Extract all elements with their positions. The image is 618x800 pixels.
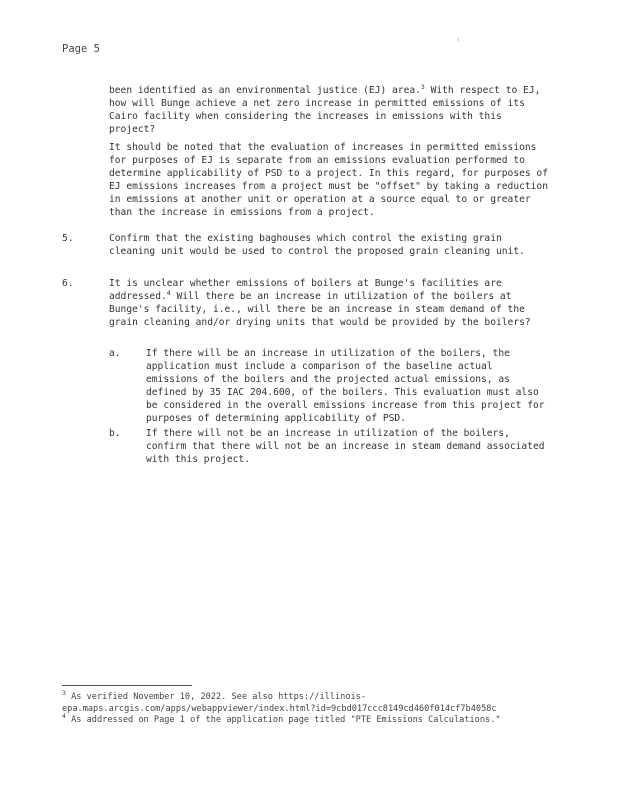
footnote-4-text: As addressed on Page 1 of the application page titled "PTE Emissions Calculations.": [71, 715, 501, 725]
intro-paragraph-2: [109, 141, 549, 219]
scan-mark: [458, 38, 459, 41]
item-5-number: 5.: [62, 233, 74, 244]
item-5-paragraph: [109, 232, 549, 258]
subitem-b-paragraph: [146, 427, 548, 466]
subitem-b-text: If there will not be an increase in utilization of the boilers, confirm that there will not be an increase in steam demand associated with this project.: [146, 428, 545, 465]
item-6-number: 6.: [62, 278, 74, 289]
footnote-4-mark: 4: [62, 712, 66, 721]
intro-paragraph-1: [109, 84, 549, 136]
intro-paragraph-2-text: It should be noted that the evaluation of increases in permitted emissions for purposes of EJ is separate from an emissions evaluation performed to determine applicability of PSD to a project. In this regard, for purposes of EJ emissions increases from a project must be "offset" by taking a reduction in emissions at another unit or operation at a source equal to or greater than the increase in emissions from a project.: [109, 142, 548, 218]
subitem-b-letter: b.: [109, 428, 121, 439]
footnote-ref-3: 3: [420, 82, 425, 91]
footnote-3-text: As verified November 10, 2022. See also https://illinois-epa.maps.arcgis.com/apps/webappviewer/index.html?id=9cbd017ccc8149cd460f014cf7b4058c: [62, 692, 497, 714]
subitem-a-text: If there will be an increase in utilization of the boilers, the application must include a comparison of the baseline actual emissions of the boilers and the projected actual emissions, as defined by 35 IAC 204.600, of the boilers. This evaluation must also be considered in the overall emissions increase from this project for purposes of determining applicability of PSD.: [146, 348, 545, 424]
footnote-3: [62, 689, 562, 715]
intro-paragraph-1-text: been identified as an environmental justice (EJ) area.: [109, 85, 421, 96]
footnote-divider: [62, 685, 192, 686]
footnote-4: [62, 712, 562, 727]
item-6-paragraph: [109, 277, 549, 329]
item-6-text-after: Will there be an increase in utilization of the boilers at Bunge's facility, i.e., will there be an increase in steam demand of the grain cleaning and/or drying units that would be provided by the boilers?: [109, 291, 531, 328]
footnote-3-mark: 3: [62, 689, 66, 698]
subitem-a-letter: a.: [109, 348, 121, 359]
intro-paragraph-1-rest: With respect to EJ, how will Bunge achieve a net zero increase in permitted emissions of its Cairo facility when considering the increases in emissions with this project?: [109, 85, 541, 135]
item-6-text-before: It is unclear whether emissions of boilers at Bunge's facilities are addressed.: [109, 278, 502, 302]
footnote-ref-4: 4: [166, 288, 171, 297]
item-5-text: Confirm that the existing baghouses which control the existing grain cleaning unit would be used to control the proposed grain cleaning unit.: [109, 233, 525, 257]
page-number-header: Page 5: [62, 43, 100, 55]
subitem-a-paragraph: [146, 347, 548, 425]
